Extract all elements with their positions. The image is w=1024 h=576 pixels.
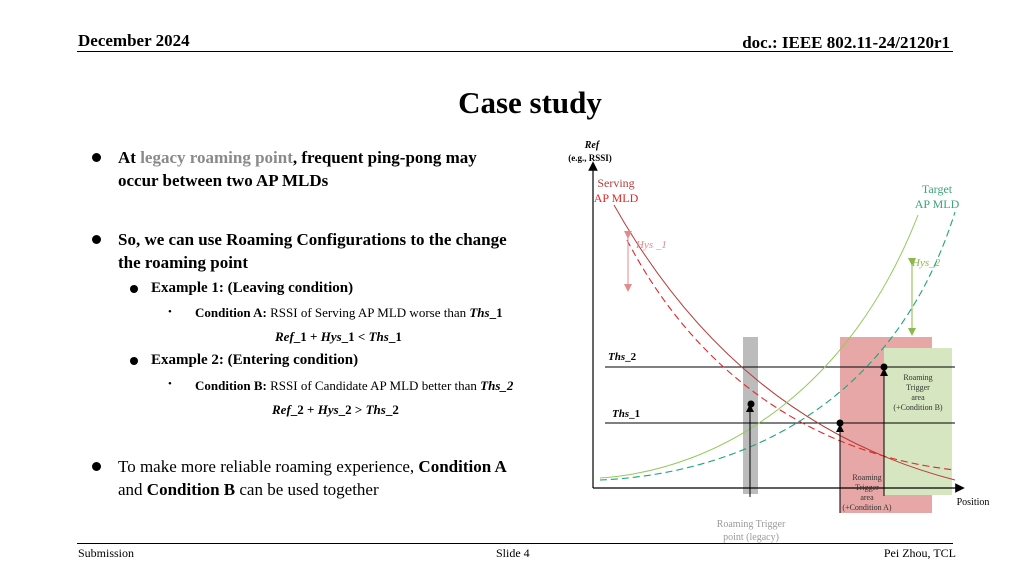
trigger-area-condition-b	[884, 348, 952, 495]
sub-sub-bullet: •	[168, 306, 172, 318]
footer-rule	[77, 543, 953, 544]
legacy-roaming-point-text: legacy roaming point	[140, 148, 293, 167]
footer-slide-number: Slide 4	[496, 546, 530, 560]
trigger-b-line: Roaming	[903, 373, 933, 382]
eq2-a: _2 +	[290, 402, 318, 417]
y-axis-label: Ref	[584, 140, 600, 151]
eq2-c: _2	[385, 402, 399, 417]
eq1-c: _1	[388, 329, 402, 344]
footer-author: Pei Zhou, TCL	[883, 546, 956, 560]
bullet-3-condition-a: Condition A	[418, 457, 507, 476]
trigger-a-line: (+Condition A)	[842, 503, 892, 512]
y-axis-sublabel: (e.g., RSSI)	[568, 153, 612, 163]
condition-b-point	[881, 364, 888, 371]
condition-a-ths: Ths	[469, 305, 490, 320]
eq2-ref: Ref	[272, 402, 291, 417]
hys1-label: Hys _1	[636, 239, 667, 251]
condition-b-label: Condition B:	[195, 378, 267, 393]
legacy-point-label-2: point (legacy)	[723, 532, 779, 543]
bullet-3-condition-b: Condition B	[146, 480, 236, 499]
bullet-3-pre: To make more reliable roaming experience,	[118, 457, 419, 476]
target-label-1: Target	[921, 182, 953, 196]
serving-label-1: Serving	[597, 176, 635, 190]
trigger-a-line: area	[860, 493, 874, 502]
x-axis-label: Position	[956, 497, 990, 508]
example-2: Example 2: (Entering condition)	[151, 352, 359, 368]
slide-title: Case study	[458, 85, 602, 120]
header-date: December 2024	[78, 31, 190, 50]
trigger-a-line: Roaming	[852, 473, 882, 482]
ths2-label: Ths_2	[608, 351, 637, 363]
eq1-ref: Ref	[275, 329, 294, 344]
condition-a-point	[837, 420, 844, 427]
serving-label-2: AP MLD	[593, 191, 639, 205]
example-1: Example 1: (Leaving condition)	[151, 280, 354, 296]
trigger-b-line: Trigger	[906, 383, 930, 392]
footer-submission: Submission	[78, 546, 135, 560]
header-doc-id: doc.: IEEE 802.11-24/2120r1	[742, 33, 950, 52]
eq1-b: _1 <	[341, 329, 369, 344]
eq1-ths: Ths	[368, 329, 389, 344]
eq2-ths: Ths	[365, 402, 386, 417]
sub-sub-bullet: •	[168, 378, 172, 390]
eq1-a: _1 +	[293, 329, 321, 344]
trigger-a-line: Trigger	[855, 483, 879, 492]
target-label-2: AP MLD	[914, 197, 960, 211]
condition-b-text: RSSI of Candidate AP MLD better than	[266, 378, 481, 393]
legacy-point-label-1: Roaming Trigger	[716, 519, 786, 530]
bullet-1-line2: occur between two AP MLDs	[118, 171, 329, 190]
eq2-hys: Hys	[317, 402, 339, 417]
bullet-1-post: , frequent ping-pong may	[292, 148, 477, 167]
hys2-label: Hys_2	[912, 257, 941, 269]
bullet-1-pre: At	[118, 148, 141, 167]
ths1-label: Ths_1	[612, 408, 641, 420]
bullet-3-line2-post: can be used together	[235, 480, 379, 499]
condition-a-suffix: _1	[489, 305, 503, 320]
legacy-crossing-point	[748, 401, 755, 408]
condition-a-label: Condition A:	[195, 305, 267, 320]
bullet-2-line1: So, we can use Roaming Configurations to the change	[118, 230, 507, 249]
trigger-b-line: (+Condition B)	[893, 403, 943, 412]
bullet-2-line2: the roaming point	[118, 253, 249, 272]
condition-a-text: RSSI of Serving AP MLD worse than	[266, 305, 470, 320]
eq2-b: _2 >	[338, 402, 366, 417]
trigger-b-line: area	[911, 393, 925, 402]
condition-b-ths: Ths_2	[480, 378, 514, 393]
eq1-hys: Hys	[320, 329, 342, 344]
bullet-3-line2-pre: and	[118, 480, 147, 499]
